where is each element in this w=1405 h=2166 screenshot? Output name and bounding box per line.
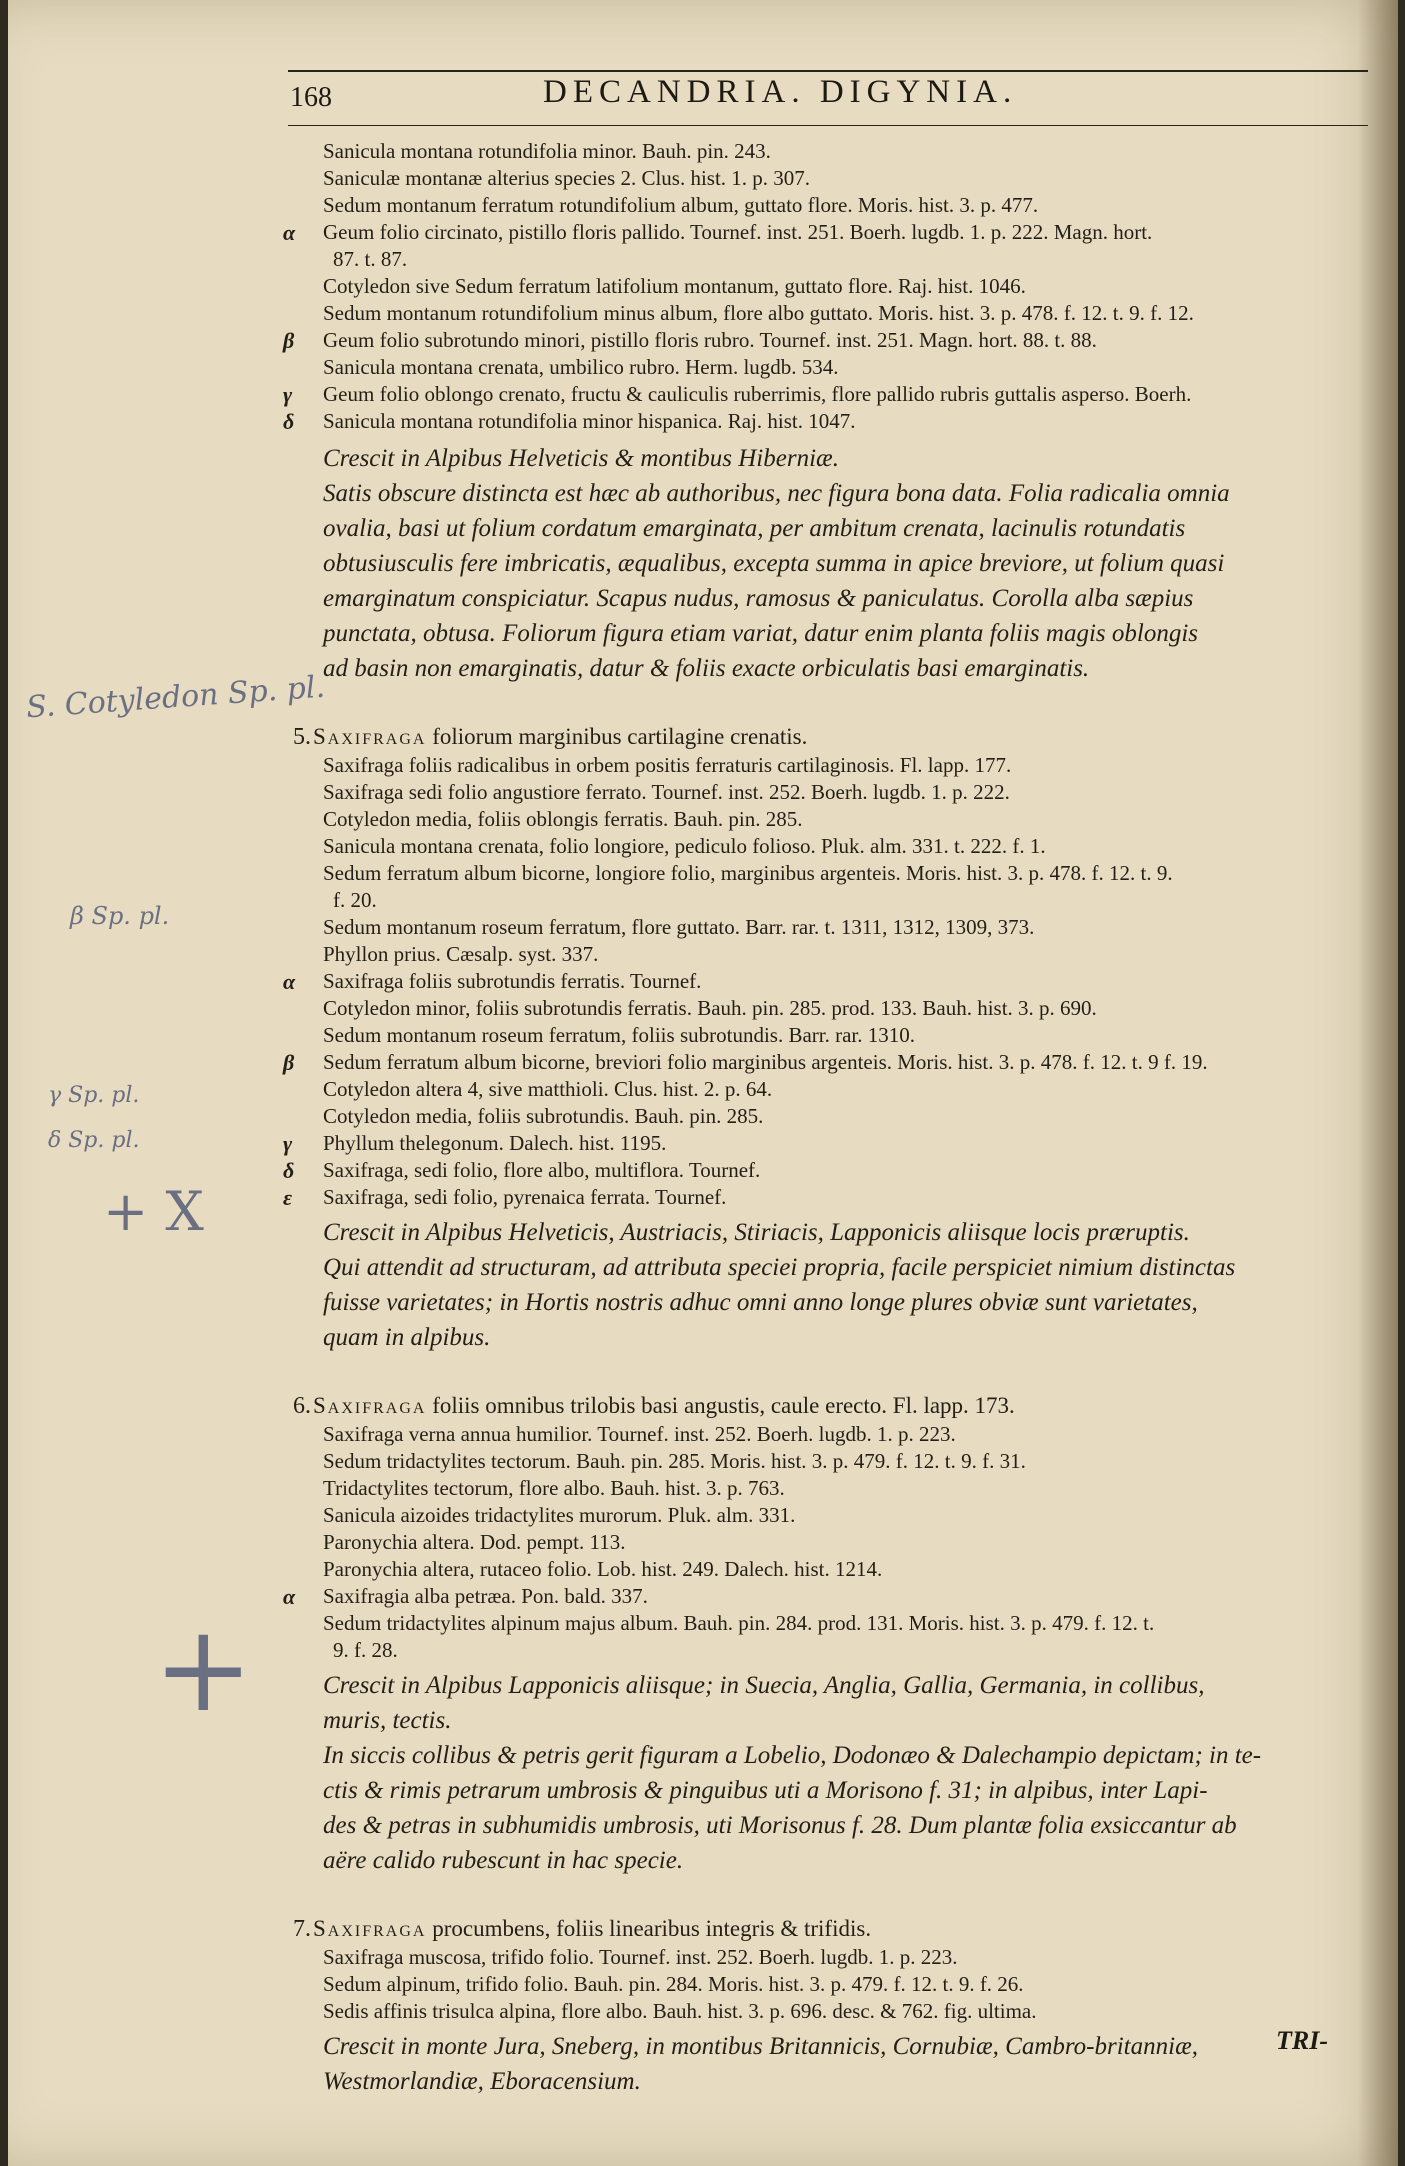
synonym-line bbox=[313, 1103, 1354, 1130]
genus-name: Saxifraga bbox=[313, 1393, 427, 1418]
synonym-list bbox=[283, 752, 1354, 1211]
species-heading bbox=[293, 722, 1354, 752]
commentary-line: Crescit in Alpibus Helveticis, Austriacis, Stiriacis, Lapponicis aliisque locis præruptis. bbox=[323, 1219, 1190, 1246]
synonym-text: Sedum montanum rotundifolium minus album, flore albo guttato. Moris. hist. 3. p. 478. f. 12. t. 9. f. 12. bbox=[323, 301, 1194, 325]
marginal-note: β Sp. pl. bbox=[70, 902, 170, 930]
synonym-line bbox=[283, 1049, 1354, 1076]
synonym-line bbox=[283, 381, 1354, 408]
page-gutter-shadow bbox=[1358, 0, 1398, 2166]
variety-mark: δ bbox=[283, 1158, 295, 1183]
marginal-note: δ Sp. pl. bbox=[48, 1128, 140, 1153]
synonym-line bbox=[313, 192, 1354, 219]
synonym-line bbox=[283, 219, 1354, 246]
synonym-line bbox=[313, 779, 1354, 806]
commentary bbox=[313, 441, 1354, 686]
synonym-text: 87. t. 87. bbox=[333, 247, 408, 271]
synonym-text: f. 20. bbox=[333, 888, 377, 912]
commentary-line: ctis & rimis petrarum umbrosis & pinguibus uti a Morisono f. 31; in alpibus, inter Lapi- bbox=[323, 1777, 1208, 1804]
synonym-text: Saxifraga, sedi folio, flore albo, multiflora. Tournef. bbox=[323, 1158, 761, 1182]
synonym-text: Geum folio oblongo crenato, fructu & cauliculis ruberrimis, flore pallido rubris guttalis asperso. Boerh. bbox=[323, 382, 1192, 406]
spacer bbox=[313, 1878, 1354, 1914]
synonym-text: Sedum tridactylites alpinum majus album. Bauh. pin. 284. prod. 131. Moris. hist. 3. p. 479. f. 12. t. bbox=[323, 1611, 1155, 1635]
marginal-note: γ Sp. pl. bbox=[48, 1083, 140, 1108]
synonym-line bbox=[313, 860, 1354, 887]
synonym-line bbox=[313, 1971, 1354, 1998]
synonym-list bbox=[283, 1421, 1354, 1664]
synonym-text: Cotyledon minor, foliis subrotundis ferratis. Bauh. pin. 285. prod. 133. Bauh. hist. 3. p. 690. bbox=[323, 996, 1097, 1020]
synonym-line bbox=[313, 995, 1354, 1022]
synonym-text: Sanicula aizoides tridactylites murorum. Pluk. alm. 331. bbox=[323, 1503, 796, 1527]
synonym-text: Sanicula montana crenata, umbilico rubro. Herm. lugdb. 534. bbox=[323, 355, 839, 379]
synonym-line bbox=[313, 1998, 1354, 2025]
marginal-note: S. Cotyledon Sp. pl. bbox=[25, 669, 327, 726]
species-number: 6. bbox=[293, 1393, 311, 1419]
synonym-text: Sedum ferratum album bicorne, breviori folio marginibus argenteis. Moris. hist. 3. p. 478. f. 12. t. 9 f. 19. bbox=[323, 1050, 1208, 1074]
synonym-line bbox=[313, 752, 1354, 779]
synonym-text: Saniculæ montanæ alterius species 2. Clus. hist. 1. p. 307. bbox=[323, 166, 811, 190]
synonym-line bbox=[283, 1130, 1354, 1157]
synonym-line bbox=[313, 941, 1354, 968]
synonym-line bbox=[313, 833, 1354, 860]
species-number: 7. bbox=[293, 1916, 311, 1942]
species-diagnosis: foliis omnibus trilobis basi angustis, caule erecto. Fl. lapp. 173. bbox=[432, 1393, 1015, 1418]
synonym-text: Tridactylites tectorum, flore albo. Bauh. hist. 3. p. 763. bbox=[323, 1476, 785, 1500]
variety-mark: α bbox=[283, 220, 296, 245]
variety-mark: α bbox=[283, 969, 296, 994]
synonym-line bbox=[283, 1583, 1354, 1610]
commentary bbox=[313, 2029, 1354, 2099]
synonym-line bbox=[283, 1157, 1354, 1184]
synonym-line bbox=[313, 1610, 1354, 1637]
synonym-text: Saxifragia alba petræa. Pon. bald. 337. bbox=[323, 1584, 648, 1608]
commentary-line: Crescit in Alpibus Helveticis & montibus Hiberniæ. bbox=[323, 445, 839, 472]
variety-mark: α bbox=[283, 1584, 296, 1609]
synonym-text: Geum folio circinato, pistillo floris pallido. Tournef. inst. 251. Boerh. lugdb. 1. p. 222. Magn. hort. bbox=[323, 220, 1153, 244]
page-number: 168 bbox=[290, 82, 332, 113]
synonym-line bbox=[313, 1637, 1354, 1664]
species-diagnosis: foliorum marginibus cartilagine crenatis. bbox=[432, 724, 808, 749]
synonym-text: Saxifraga foliis subrotundis ferratis. Tournef. bbox=[323, 969, 702, 993]
synonym-text: Sedis affinis trisulca alpina, flore albo. Bauh. hist. 3. p. 696. desc. & 762. fig. ultima. bbox=[323, 1999, 1037, 2023]
synonym-line bbox=[313, 1502, 1354, 1529]
synonym-line bbox=[283, 968, 1354, 995]
variety-mark: β bbox=[283, 1050, 295, 1075]
genus-name: Saxifraga bbox=[313, 1916, 427, 1941]
synonym-text: Saxifraga foliis radicalibus in orbem positis ferraturis cartilaginosis. Fl. lapp. 177. bbox=[323, 753, 1012, 777]
commentary-line: aëre calido rubescunt in hac specie. bbox=[323, 1847, 684, 1874]
variety-mark: γ bbox=[283, 1131, 293, 1156]
synonym-text: Cotyledon media, foliis subrotundis. Bauh. pin. 285. bbox=[323, 1104, 764, 1128]
commentary bbox=[313, 1215, 1354, 1355]
synonym-text: Sedum ferratum album bicorne, longiore folio, marginibus argenteis. Moris. hist. 3. p. 478. f. 12. t. 9. bbox=[323, 861, 1173, 885]
synonym-text: Saxifraga muscosa, trifido folio. Tournef. inst. 252. Boerh. lugdb. 1. p. 223. bbox=[323, 1945, 958, 1969]
synonym-list bbox=[313, 1944, 1354, 2025]
synonym-text: Phyllum thelegonum. Dalech. hist. 1195. bbox=[323, 1131, 667, 1155]
synonym-text: Paronychia altera, rutaceo folio. Lob. hist. 249. Dalech. hist. 1214. bbox=[323, 1557, 883, 1581]
commentary-line: quam in alpibus. bbox=[323, 1324, 491, 1351]
synonym-text: Saxifraga sedi folio angustiore ferrato. Tournef. inst. 252. Boerh. lugdb. 1. p. 222. bbox=[323, 780, 1010, 804]
synonym-line bbox=[313, 887, 1354, 914]
synonym-text: Sedum montanum roseum ferratum, foliis subrotundis. Barr. rar. 1310. bbox=[323, 1023, 915, 1047]
variety-mark: δ bbox=[283, 409, 295, 434]
synonym-line bbox=[313, 914, 1354, 941]
catchword: TRI- bbox=[1276, 2026, 1328, 2055]
commentary-line: ovalia, basi ut folium cordatum emarginata, per ambitum crenata, lacinulis rotundatis bbox=[323, 515, 1186, 542]
commentary-line: Crescit in Alpibus Lapponicis aliisque; in Suecia, Anglia, Gallia, Germania, in collibus, bbox=[323, 1672, 1205, 1699]
synonym-line bbox=[313, 806, 1354, 833]
variety-mark: γ bbox=[283, 382, 293, 407]
synonym-line bbox=[313, 1475, 1354, 1502]
commentary-line: Satis obscure distincta est hæc ab authoribus, nec figura bona data. Folia radicalia omnia bbox=[323, 480, 1230, 507]
commentary-line: emarginatum conspiciatur. Scapus nudus, ramosus & paniculatus. Corolla alba sæpius bbox=[323, 585, 1194, 612]
commentary-line: obtusiusculis fere imbricatis, æqualibus, excepta summa in apice breviore, ut folium quasi bbox=[323, 550, 1225, 577]
marginal-note: + bbox=[153, 1600, 254, 1739]
synonym-text: Sedum alpinum, trifido folio. Bauh. pin. 284. Moris. hist. 3. p. 479. f. 12. t. 9. f. 26. bbox=[323, 1972, 1024, 1996]
synonym-line bbox=[313, 273, 1354, 300]
synonym-text: Phyllon prius. Cæsalp. syst. 337. bbox=[323, 942, 599, 966]
commentary-line: des & petras in subhumidis umbrosis, uti Morisonus f. 28. Dum plantæ folia exsiccantur ab bbox=[323, 1812, 1237, 1839]
commentary-line: punctata, obtusa. Foliorum figura etiam variat, datur enim planta foliis magis oblongis bbox=[323, 620, 1199, 647]
header-rule-bottom bbox=[288, 125, 1368, 126]
synonym-line bbox=[313, 1421, 1354, 1448]
species-heading bbox=[293, 1391, 1354, 1421]
synonym-line bbox=[313, 1944, 1354, 1971]
synonym-text: Sedum montanum roseum ferratum, flore guttato. Barr. rar. t. 1311, 1312, 1309, 373. bbox=[323, 915, 1035, 939]
species-diagnosis: procumbens, foliis linearibus integris & trifidis. bbox=[432, 1916, 872, 1941]
book-page bbox=[8, 0, 1398, 2166]
spacer bbox=[313, 1355, 1354, 1391]
synonym-line bbox=[283, 327, 1354, 354]
synonym-text: Sanicula montana rotundifolia minor hispanica. Raj. hist. 1047. bbox=[323, 409, 856, 433]
synonym-line bbox=[313, 354, 1354, 381]
spacer bbox=[313, 686, 1354, 722]
text-block-1 bbox=[283, 138, 1354, 2099]
commentary-line: ad basin non emarginatis, datur & foliis exacte orbiculatis basi emarginatis. bbox=[323, 655, 1090, 682]
synonym-text: Sanicula montana crenata, folio longiore, pediculo folioso. Pluk. alm. 331. t. 222. f. 1. bbox=[323, 834, 1046, 858]
synonym-line bbox=[313, 1556, 1354, 1583]
synonym-line bbox=[283, 1184, 1354, 1211]
synonym-text: Saxifraga verna annua humilior. Tournef. inst. 252. Boerh. lugdb. 1. p. 223. bbox=[323, 1422, 956, 1446]
synonym-text: Saxifraga, sedi folio, pyrenaica ferrata. Tournef. bbox=[323, 1185, 727, 1209]
synonym-text: Sanicula montana rotundifolia minor. Bauh. pin. 243. bbox=[323, 139, 771, 163]
commentary bbox=[313, 1668, 1354, 1878]
commentary-line: In siccis collibus & petris gerit figuram a Lobelio, Dodonæo & Dalechampio depictam; in te- bbox=[323, 1742, 1262, 1769]
synonym-text: 9. f. 28. bbox=[333, 1638, 398, 1662]
genus-name: Saxifraga bbox=[313, 724, 427, 749]
synonym-text: Cotyledon sive Sedum ferratum latifolium montanum, guttato flore. Raj. hist. 1046. bbox=[323, 274, 1026, 298]
synonym-text: Sedum tridactylites tectorum. Bauh. pin. 285. Moris. hist. 3. p. 479. f. 12. t. 9. f. 31. bbox=[323, 1449, 1026, 1473]
marginal-note: + X bbox=[103, 1180, 204, 1243]
synonym-line bbox=[313, 300, 1354, 327]
synonym-text: Paronychia altera. Dod. pempt. 113. bbox=[323, 1530, 626, 1554]
commentary-line: Crescit in monte Jura, Sneberg, in montibus Britannicis, Cornubiæ, Cambro-britanniæ, bbox=[323, 2033, 1198, 2060]
synonym-list bbox=[283, 138, 1354, 435]
species-number: 5. bbox=[293, 724, 311, 750]
synonym-line bbox=[313, 1076, 1354, 1103]
header-rule-top bbox=[288, 70, 1368, 72]
commentary-line: muris, tectis. bbox=[323, 1707, 452, 1734]
synonym-line bbox=[313, 165, 1354, 192]
variety-mark: ε bbox=[283, 1185, 293, 1210]
commentary-line: Qui attendit ad structuram, ad attributa speciei propria, facile perspiciet nimium distinctas bbox=[323, 1254, 1236, 1281]
synonym-text: Cotyledon media, foliis oblongis ferratis. Bauh. pin. 285. bbox=[323, 807, 803, 831]
synonym-text: Geum folio subrotundo minori, pistillo floris rubro. Tournef. inst. 251. Magn. hort. 88. t. 88. bbox=[323, 328, 1097, 352]
species-heading bbox=[293, 1914, 1354, 1944]
synonym-text: Cotyledon altera 4, sive matthioli. Clus. hist. 2. p. 64. bbox=[323, 1077, 773, 1101]
commentary-line: Westmorlandiæ, Eboracensium. bbox=[323, 2068, 641, 2095]
synonym-line bbox=[313, 138, 1354, 165]
synonym-line bbox=[313, 1448, 1354, 1475]
synonym-line bbox=[283, 408, 1354, 435]
running-title: DECANDRIA. DIGYNIA. bbox=[543, 74, 1018, 110]
synonym-text: Sedum montanum ferratum rotundifolium album, guttato flore. Moris. hist. 3. p. 477. bbox=[323, 193, 1039, 217]
commentary-line: fuisse varietates; in Hortis nostris adhuc omni anno longe plures obviæ sunt varietates, bbox=[323, 1289, 1198, 1316]
synonym-line bbox=[313, 1022, 1354, 1049]
synonym-line bbox=[313, 1529, 1354, 1556]
variety-mark: β bbox=[283, 328, 295, 353]
synonym-line bbox=[313, 246, 1354, 273]
